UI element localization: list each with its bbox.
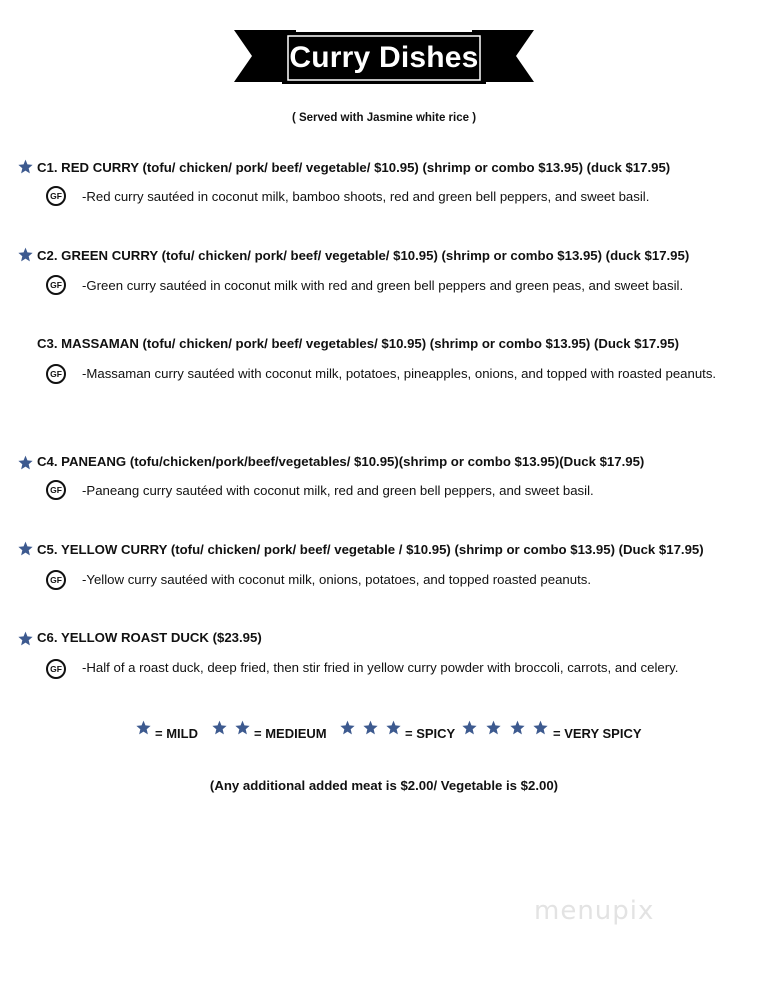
page-title: Curry Dishes (289, 41, 479, 74)
page-subtitle: ( Served with Jasmine white rice ) (291, 112, 477, 124)
menu-item-title: C1. RED CURRY (tofu/ chicken/ pork/ beef/ vegetable/ $10.95) (shrimp or combo $13.95) (duck $17.95) (37, 160, 671, 175)
menu-item-title: C4. PANEANG (tofu/chicken/pork/beef/vegetables/ $10.95)(shrimp or combo $13.95)(Duck $17.95) (37, 454, 645, 469)
legend-label-medium: = MEDIEUM (254, 726, 327, 741)
star-icon (18, 455, 33, 470)
legend-label-spicy: = SPICY (405, 726, 456, 741)
menu-item-title: C3. MASSAMAN (tofu/ chicken/ pork/ beef/ vegetables/ $10.95) (shrimp or combo $13.95) (Duck $17.95) (37, 336, 679, 351)
gf-badge-icon: GF (46, 480, 66, 500)
star-icon (462, 720, 477, 735)
star-icon (363, 720, 378, 735)
gf-badge-icon: GF (46, 570, 66, 590)
menu-item-title: C2. GREEN CURRY (tofu/ chicken/ pork/ beef/ vegetable/ $10.95) (shrimp or combo $13.95) (duck $17.95) (37, 248, 690, 263)
spice-legend (0, 718, 768, 748)
gf-badge-icon: GF (46, 364, 66, 384)
gf-badge-icon: GF (46, 275, 66, 295)
menu-item-description: -Paneang curry sautéed with coconut milk, red and green bell peppers, and sweet basil. (82, 483, 594, 498)
star-icon (18, 159, 33, 174)
star-icon (510, 720, 525, 735)
menu-item-description: -Red curry sautéed in coconut milk, bamboo shoots, red and green bell peppers, and sweet basil. (82, 189, 650, 204)
menu-item-description: -Yellow curry sautéed with coconut milk, onions, potatoes, and topped roasted peanuts. (82, 572, 592, 587)
star-icon (136, 720, 151, 735)
star-icon (486, 720, 501, 735)
star-icon (18, 541, 33, 556)
legend-label-mild: = MILD (155, 726, 198, 741)
star-icon (340, 720, 355, 735)
gf-badge-icon: GF (46, 659, 66, 679)
star-icon (18, 247, 33, 262)
star-icon (386, 720, 401, 735)
footer-note: (Any additional added meat is $2.00/ Vegetable is $2.00) (209, 778, 559, 793)
star-icon (212, 720, 227, 735)
menu-item-title: C5. YELLOW CURRY (tofu/ chicken/ pork/ beef/ vegetable / $10.95) (shrimp or combo $13.95) (Duck $17.95) (37, 542, 704, 557)
star-icon (533, 720, 548, 735)
menu-item-description: -Half of a roast duck, deep fried, then stir fried in yellow curry powder with broccoli, carrots, and celery. (82, 660, 679, 675)
watermark-logo: menupix (534, 896, 655, 926)
title-banner (234, 28, 534, 88)
star-icon (18, 631, 33, 646)
menu-item-description: -Massaman curry sautéed with coconut milk, potatoes, pineapples, onions, and topped with roasted peanuts. (82, 366, 717, 381)
menu-item-title: C6. YELLOW ROAST DUCK ($23.95) (37, 630, 262, 645)
menu-item-description: -Green curry sautéed in coconut milk with red and green bell peppers and green peas, and sweet basil. (82, 278, 684, 293)
gf-badge-icon: GF (46, 186, 66, 206)
legend-label-very-spicy: = VERY SPICY (553, 726, 642, 741)
star-icon (235, 720, 250, 735)
